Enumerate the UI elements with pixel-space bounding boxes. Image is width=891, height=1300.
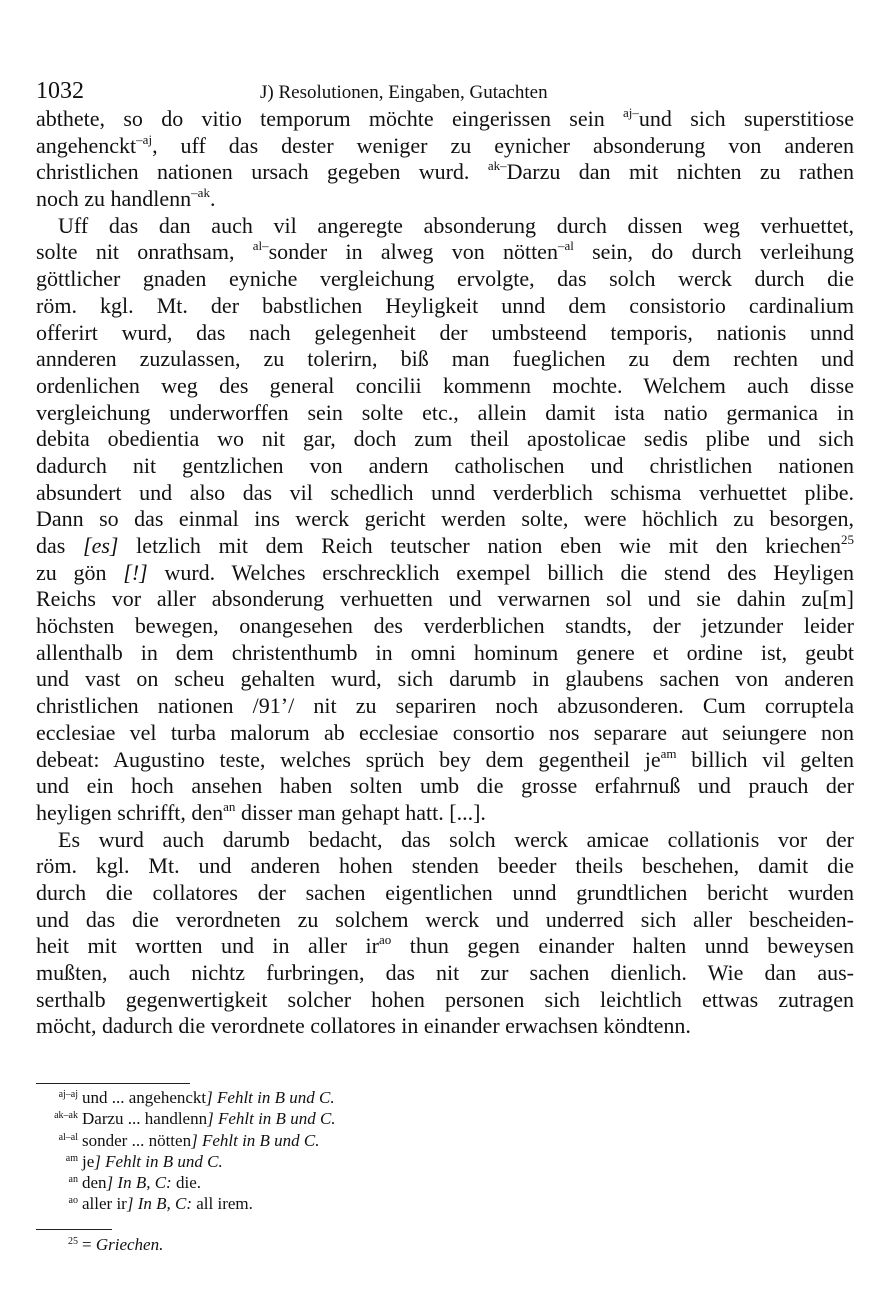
commentary-rule bbox=[36, 1229, 112, 1230]
footnote bbox=[36, 1087, 536, 1108]
text-line bbox=[36, 880, 854, 907]
text-run: absundert und also das vil schedlich unnd verderblich schisma verhuettet plibe. bbox=[36, 479, 854, 505]
text-run: Dann so das einmal ins werck gericht werden solte, were höchlich zu besorgen, bbox=[36, 506, 854, 532]
text-run: disser man gehapt hatt. [...]. bbox=[235, 799, 486, 825]
text-line bbox=[36, 693, 854, 720]
text-run: all irem. bbox=[192, 1194, 253, 1214]
italic-run: [!] bbox=[123, 559, 148, 585]
text-run: und sich superstitiose bbox=[638, 106, 854, 131]
footnote-key: aj–aj bbox=[58, 1089, 78, 1100]
text-run: sein, do durch verleihung bbox=[573, 239, 855, 265]
footnote bbox=[36, 1172, 536, 1193]
text-run: abthete, so do vitio temporum möchte eingerissen sein bbox=[36, 106, 624, 131]
text-line bbox=[36, 320, 854, 347]
note-marker: –al bbox=[557, 238, 574, 254]
text-run: Reichs vor aller absonderung verhuetten und verwarnen sol und sie dahin zu[m] bbox=[36, 586, 854, 612]
text-run: solte nit onrathsam, bbox=[36, 239, 253, 265]
text-run: und ... angehenckt bbox=[82, 1088, 207, 1107]
text-run: serthalb gegenwertigkeit solcher hohen personen sich leichtlich ettwas zutragen bbox=[36, 986, 854, 1012]
text-line bbox=[36, 266, 854, 293]
text-line bbox=[36, 293, 854, 320]
text-run: sonder ... nötten bbox=[82, 1130, 192, 1150]
text-run: vergleichung underworffen sein solte etc., allein damit ista natio germanica in bbox=[36, 399, 854, 425]
text-run: annderen zuzulassen, zu tolerirn, biß man fueglichen zu dem rechten und bbox=[36, 346, 854, 372]
text-line bbox=[36, 159, 854, 186]
text-line bbox=[36, 426, 854, 453]
text-line bbox=[36, 640, 854, 667]
text-run: noch zu handlenn bbox=[36, 186, 192, 212]
text-run: Uff das dan auch vil angeregte absonderung durch dissen weg verhuettet, bbox=[58, 212, 854, 238]
text-run: dadurch nit gentzlichen von andern catholischen und christlichen nationen bbox=[36, 452, 854, 478]
text-run: die. bbox=[171, 1173, 201, 1193]
text-line bbox=[36, 720, 854, 747]
text-run: thun gegen einander halten unnd beweysen bbox=[391, 933, 854, 959]
text-run: ordenlichen weg des general concilii kommenn mochte. Welchem auch disse bbox=[36, 372, 854, 398]
note-marker: am bbox=[660, 745, 677, 761]
text-line bbox=[36, 560, 854, 587]
footnote-key: ao bbox=[68, 1195, 78, 1207]
text-run: möcht, dadurch die verordnete collatores in einander erwachsen köndtenn. bbox=[36, 1013, 691, 1039]
footnote bbox=[36, 1234, 163, 1255]
text-run: den bbox=[82, 1173, 107, 1193]
italic-run: ] Fehlt in B und C. bbox=[207, 1109, 336, 1129]
text-run: und vast on scheu gehalten wurd, sich darumb in glaubens sachen von anderen bbox=[36, 666, 854, 692]
text-run: sonder in alweg von nötten bbox=[268, 239, 558, 265]
apparatus-rule bbox=[36, 1083, 190, 1084]
text-run: höchsten bewegen, onangesehen des verderblichen standts, der jetzunder leider bbox=[36, 613, 854, 639]
text-run: göttlicher gnaden eyniche vergleichung ervolgte, das solch werck durch die bbox=[36, 266, 854, 292]
footnote-key: an bbox=[68, 1174, 78, 1186]
text-line bbox=[36, 853, 854, 880]
text-run: Darzu dan mit nichten zu rathen bbox=[506, 159, 854, 185]
footnote bbox=[36, 1130, 536, 1151]
apparatus-notes bbox=[36, 1087, 536, 1215]
note-marker: aj– bbox=[623, 105, 639, 120]
text-line bbox=[36, 373, 854, 400]
text-line bbox=[36, 186, 854, 213]
text-run: heyligen schrifft, den bbox=[36, 799, 224, 825]
text-run: und ein hoch ansehen haben solten umb die grosse erfahrnuß und prauch der bbox=[36, 773, 854, 799]
footnote-key: al–al bbox=[58, 1131, 78, 1143]
text-line bbox=[36, 586, 854, 613]
text-line bbox=[36, 907, 854, 934]
running-head: J) Resolutionen, Eingaben, Gutachten bbox=[260, 82, 548, 103]
italic-run: ] Fehlt in B und C. bbox=[206, 1088, 335, 1107]
text-run: , uff das dester weniger zu eynicher absonderung von anderen bbox=[152, 132, 854, 158]
text-line bbox=[36, 1013, 854, 1040]
text-line bbox=[36, 453, 854, 480]
italic-run: ] Fehlt in B und C. bbox=[94, 1151, 223, 1171]
text-line bbox=[36, 239, 854, 266]
text-run: = bbox=[82, 1235, 96, 1254]
text-line bbox=[36, 773, 854, 800]
text-run: billich vil gelten bbox=[676, 746, 854, 772]
footnote bbox=[36, 1193, 536, 1214]
note-marker: an bbox=[223, 798, 236, 814]
text-run: Es wurd auch darumb bedacht, das solch werck amicae collationis vor der bbox=[58, 826, 854, 852]
text-run: Darzu ... handlenn bbox=[82, 1109, 208, 1129]
text-run: angehenckt bbox=[36, 132, 137, 158]
note-marker: ao bbox=[379, 932, 392, 948]
italic-run: ] In B, C: bbox=[106, 1173, 172, 1193]
text-run: aller ir bbox=[82, 1194, 127, 1214]
text-run: christlichen nationen ursach gegeben wurd. bbox=[36, 159, 488, 185]
text-run: das bbox=[36, 533, 84, 558]
text-run: . bbox=[209, 186, 216, 212]
footnote-key: ak–ak bbox=[54, 1110, 78, 1122]
text-line bbox=[36, 106, 854, 133]
text-run: röm. kgl. Mt. und anderen hohen stenden beeder theils beschehen, damit die bbox=[36, 853, 854, 879]
italic-run: [es] bbox=[83, 533, 119, 558]
footnote bbox=[36, 1151, 536, 1172]
footnote bbox=[36, 1108, 536, 1129]
text-line bbox=[36, 346, 854, 373]
text-run: letzlich mit dem Reich teutscher nation eben wie mit den kriechen bbox=[118, 533, 842, 558]
text-line bbox=[36, 666, 854, 693]
text-run: zu gön bbox=[36, 559, 124, 585]
italic-run: ] Fehlt in B und C. bbox=[191, 1130, 320, 1150]
text-run: und das die verordneten zu solchem werck und underred sich aller bescheiden- bbox=[36, 906, 854, 932]
italic-run: Griechen. bbox=[95, 1235, 164, 1254]
text-run: röm. kgl. Mt. der babstlichen Heyligkeit unnd dem consistorio cardinalium bbox=[36, 292, 854, 318]
text-run: debita obedientia wo nit gar, doch zum theil apostolicae sedis plibe und sich bbox=[36, 426, 854, 452]
commentary-notes bbox=[36, 1234, 163, 1255]
text-run: debeat: Augustino teste, welches sprüch bey dem gegentheil je bbox=[36, 746, 661, 772]
text-line bbox=[36, 533, 854, 560]
text-run: offerirt wurd, das nach gelegenheit der umbsteend temporis, nationis unnd bbox=[36, 319, 854, 345]
text-line bbox=[36, 960, 854, 987]
text-line bbox=[36, 400, 854, 427]
text-line bbox=[36, 747, 854, 774]
text-line bbox=[36, 480, 854, 507]
text-line bbox=[36, 800, 854, 827]
text-run: christlichen nationen /91’/ nit zu separiren noch abzusonderen. Cum corruptela bbox=[36, 693, 854, 719]
text-run: mußten, auch nichtz furbringen, das nit zur sachen dienlich. Wie dan aus- bbox=[36, 960, 854, 985]
text-run: je bbox=[82, 1151, 95, 1171]
note-marker: al– bbox=[252, 238, 269, 254]
text-line bbox=[36, 827, 854, 854]
text-run: allenthalb in dem christenthumb in omni hominum genere et ordine ist, geubt bbox=[36, 639, 854, 665]
footnote-key: am bbox=[65, 1152, 78, 1164]
text-run: durch die collatores der sachen eigentlichen unnd grundtlichen bericht wurden bbox=[36, 879, 854, 905]
main-text bbox=[36, 106, 854, 1040]
text-line bbox=[36, 987, 854, 1014]
page-number: 1032 bbox=[36, 78, 84, 104]
text-line bbox=[36, 133, 854, 160]
text-line bbox=[36, 613, 854, 640]
note-marker: ak– bbox=[487, 158, 507, 174]
text-line bbox=[36, 213, 854, 240]
italic-run: ] In B, C: bbox=[126, 1194, 193, 1214]
text-line bbox=[36, 506, 854, 533]
note-marker: –ak bbox=[191, 185, 210, 201]
text-run: wurd. Welches erschrecklich exempel billich die stend des Heyligen bbox=[147, 559, 854, 585]
text-line bbox=[36, 933, 854, 960]
footnote-key: 25 bbox=[68, 1236, 78, 1247]
text-run: ecclesiae vel turba malorum ab ecclesiae consortio nos separare aut seiungere non bbox=[36, 719, 854, 745]
text-run: heit mit wortten und in aller ir bbox=[36, 933, 379, 959]
note-marker: –aj bbox=[136, 131, 153, 147]
note-marker: 25 bbox=[841, 532, 855, 547]
